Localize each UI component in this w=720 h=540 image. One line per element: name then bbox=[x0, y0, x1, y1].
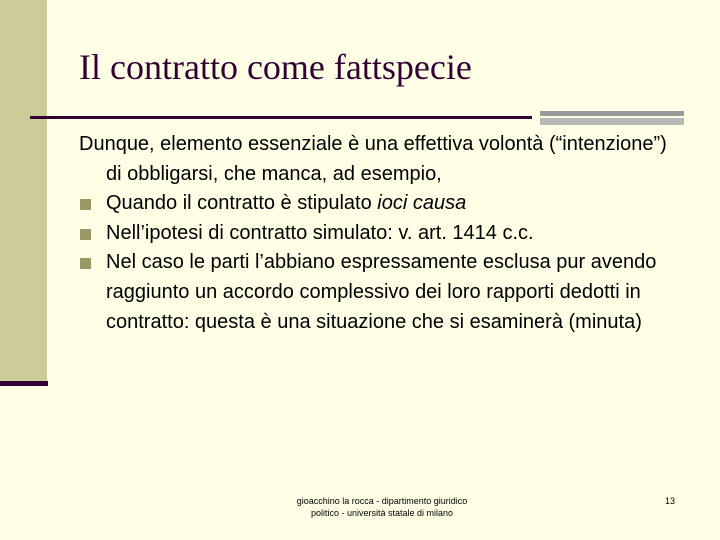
bullet-text-italic: ioci causa bbox=[377, 192, 467, 215]
bullet-text: Quando il contratto è stipulato bbox=[106, 192, 378, 215]
square-bullet-icon bbox=[80, 229, 91, 240]
slide-title: Il contratto come fattspecie bbox=[79, 47, 472, 87]
bullet-item-ioci-causa bbox=[79, 189, 679, 219]
square-bullet-icon bbox=[80, 199, 91, 210]
footer-line-1: gioacchino la rocca - dipartimento giuridico bbox=[296, 496, 468, 506]
title-rule bbox=[30, 116, 532, 119]
bullet-item-simulato bbox=[79, 219, 679, 249]
bullet-item-esclusa bbox=[79, 248, 679, 337]
square-bullet-icon bbox=[80, 258, 91, 269]
bullet-text: Nell’ipotesi di contratto simulato: v. art. 1414 c.c. bbox=[106, 221, 534, 244]
page-number: 13 bbox=[665, 496, 676, 506]
left-band-underline bbox=[0, 381, 48, 386]
title-rule-accent bbox=[540, 111, 684, 116]
bullet-text: Nel caso le parti l’abbiano espressamente esclusa pur avendo raggiunto un accordo complessivo dei loro rapporti dedotti in contratto: questa è una situazione che si esaminerà (minuta) bbox=[106, 251, 657, 333]
intro-paragraph: Dunque, elemento essenziale è una effettiva volontà (“intenzione”) di obbligarsi, che manca, ad esempio, bbox=[79, 133, 667, 185]
slide-body bbox=[79, 130, 679, 337]
footer-line-2: politico - università statale di milano bbox=[310, 508, 454, 518]
slide-footer bbox=[278, 495, 486, 519]
title-rule-accent-shadow bbox=[540, 118, 684, 125]
left-decorative-band bbox=[0, 0, 47, 383]
